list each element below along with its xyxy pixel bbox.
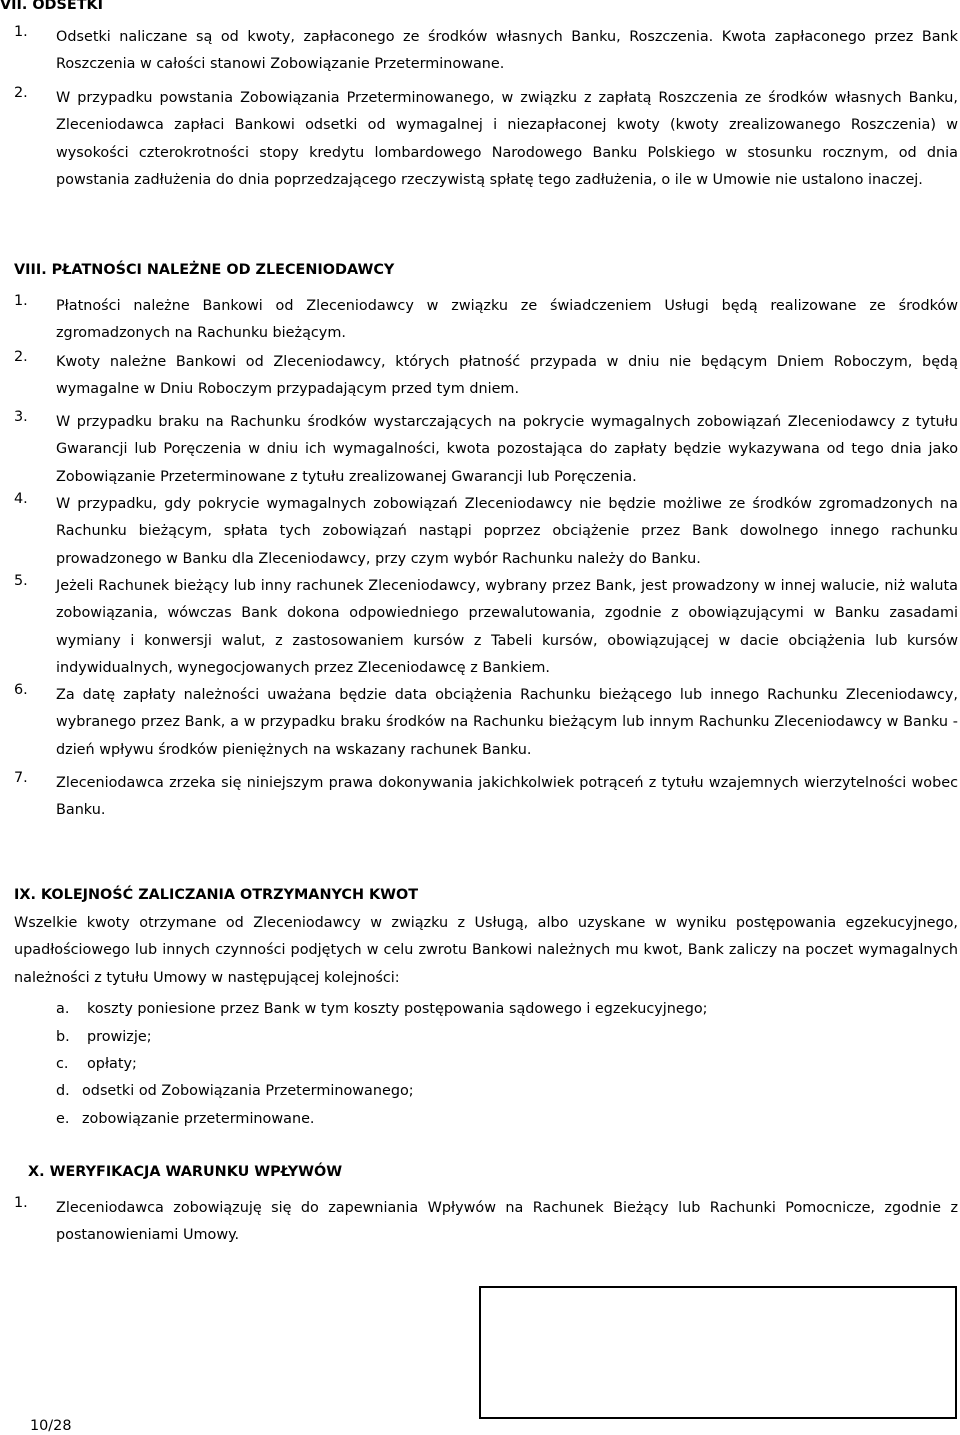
item-number: 2. (14, 85, 28, 101)
list-item (14, 24, 958, 80)
section-heading-platnosci: VIII. PŁATNOŚCI NALEŻNE OD ZLECENIODAWCY (14, 262, 395, 278)
section-heading-odsetki: VII. ODSETKI (0, 0, 104, 13)
item-text: prowizje; (87, 1029, 152, 1045)
item-number: 6. (14, 682, 28, 698)
list-item (14, 682, 958, 766)
item-letter: d. (56, 1083, 70, 1099)
item-letter: b. (56, 1029, 70, 1045)
section-heading-weryfikacja: X. WERYFIKACJA WARUNKU WPŁYWÓW (28, 1164, 343, 1180)
item-text: Zleceniodawca zobowiązuję się do zapewniania Wpływów na Rachunek Bieżący lub Rachunki Pomocnicze, zgodnie z postanowieniami Umowy. (56, 1200, 958, 1244)
item-number: 3. (14, 409, 28, 425)
item-text: W przypadku, gdy pokrycie wymagalnych zobowiązań Zleceniodawcy nie będzie możliwe ze środków zgromadzonych na Rachunku bieżącym, spłata tych zobowiązań nastąpi poprzez obciążenie przez Bank dowolnego innego rachunku prowadzonego w Banku dla Zleceniodawcy, przy czym wybór Rachunku należy do Banku. (56, 496, 958, 567)
section-heading-kolejnosc: IX. KOLEJNOŚĆ ZALICZANIA OTRZYMANYCH KWOT (14, 887, 419, 903)
item-number: 1. (14, 24, 28, 40)
list-item (14, 85, 958, 225)
item-number: 1. (14, 293, 28, 309)
item-text: Kwoty należne Bankowi od Zleceniodawcy, których płatność przypada w dniu nie będącym Dniem Roboczym, będą wymagalne w Dniu Roboczym przypadającym przed tym dniem. (56, 354, 958, 398)
item-number: 7. (14, 770, 28, 786)
signature-box (479, 1286, 957, 1419)
item-text: W przypadku braku na Rachunku środków wystarczających na pokrycie wymagalnych zobowiązań Zleceniodawcy z tytułu Gwarancji lub Poręczenia w dniu ich wymagalności, kwota pozostająca do zapłaty będzie wykazywana od tego dnia jako Zobowiązanie Przeterminowane z tytułu zrealizowanej Gwarancji lub Poręczenia. (56, 414, 958, 485)
list-item (14, 770, 958, 826)
list-item (14, 409, 958, 493)
item-text: Płatności należne Bankowi od Zleceniodawcy w związku ze świadczeniem Usługi będą realizowane ze środków zgromadzonych na Rachunku bieżącym. (56, 298, 958, 342)
item-text: Zleceniodawca zrzeka się niniejszym prawa dokonywania jakichkolwiek potrąceń z tytułu wzajemnych wierzytelności wobec Banku. (56, 775, 958, 819)
item-number: 1. (14, 1195, 28, 1211)
item-text: Odsetki naliczane są od kwoty, zapłaconego ze środków własnych Banku, Roszczenia. Kwota zapłaconego przez Bank Roszczenia w całości stanowi Zobowiązanie Przeterminowane. (56, 29, 958, 73)
item-letter: c. (56, 1056, 69, 1072)
item-text: koszty poniesione przez Bank w tym koszty postępowania sądowego i egzekucyjnego; (87, 1001, 708, 1017)
page-number: 10/28 (30, 1418, 72, 1434)
item-text: W przypadku powstania Zobowiązania Przeterminowanego, w związku z zapłatą Roszczenia ze środków własnych Banku, Zleceniodawca zapłaci Bankowi odsetki od wymagalnej i niezapłaconej kwoty (kwoty zrealizowanego Roszczenia) w wysokości czterokrotności stopy kredytu lombardowego Narodowego Banku Polskiego w stosunku rocznym, od dnia powstania zadłużenia do dnia poprzedzającego rzeczywistą spłatę tego zadłużenia, o ile w Umowie nie ustalono inaczej. (56, 90, 958, 188)
section-intro-paragraph: Wszelkie kwoty otrzymane od Zleceniodawcy w związku z Usługą, albo uzyskane w wyniku postępowania egzekucyjnego, upadłościowego lub innych czynności podjętych w celu zwrotu Bankowi należnych mu kwot, Bank zaliczy na poczet wymagalnych należności z tytułu Umowy w następującej kolejności: (14, 915, 958, 986)
item-text: zobowiązanie przeterminowane. (82, 1111, 315, 1127)
list-item (14, 573, 958, 683)
item-text: Jeżeli Rachunek bieżący lub inny rachunek Zleceniodawcy, wybrany przez Bank, jest prowadzony w innej walucie, niż waluta zobowiązania, wówczas Bank dokona odpowiedniego przewalutowania, zgodnie z obowiązującymi w Banku zasadami wymiany i konwersji walut, z zastosowaniem kursów z Tabeli kursów, obowiązującej w dacie obciążenia lub kursów indywidualnych, wynegocjowanych przez Zleceniodawcę z Bankiem. (56, 578, 958, 676)
item-letter: a. (56, 1001, 70, 1017)
list-item (14, 293, 958, 349)
item-letter: e. (56, 1111, 70, 1127)
item-number: 4. (14, 491, 28, 507)
list-item (14, 349, 958, 405)
item-text: Za datę zapłaty należności uważana będzie data obciążenia Rachunku bieżącego lub innego Rachunku Zleceniodawcy, wybranego przez Bank, a w przypadku braku środków na Rachunku bieżącym lub innym Rachunku Zleceniodawcy w Banku - dzień wpływu środków pieniężnych na wskazany rachunek Banku. (56, 687, 958, 758)
item-text: opłaty; (87, 1056, 137, 1072)
list-item (14, 491, 958, 575)
item-text: odsetki od Zobowiązania Przeterminowanego; (82, 1083, 414, 1099)
item-number: 5. (14, 573, 28, 589)
item-number: 2. (14, 349, 28, 365)
list-item (14, 1195, 958, 1251)
